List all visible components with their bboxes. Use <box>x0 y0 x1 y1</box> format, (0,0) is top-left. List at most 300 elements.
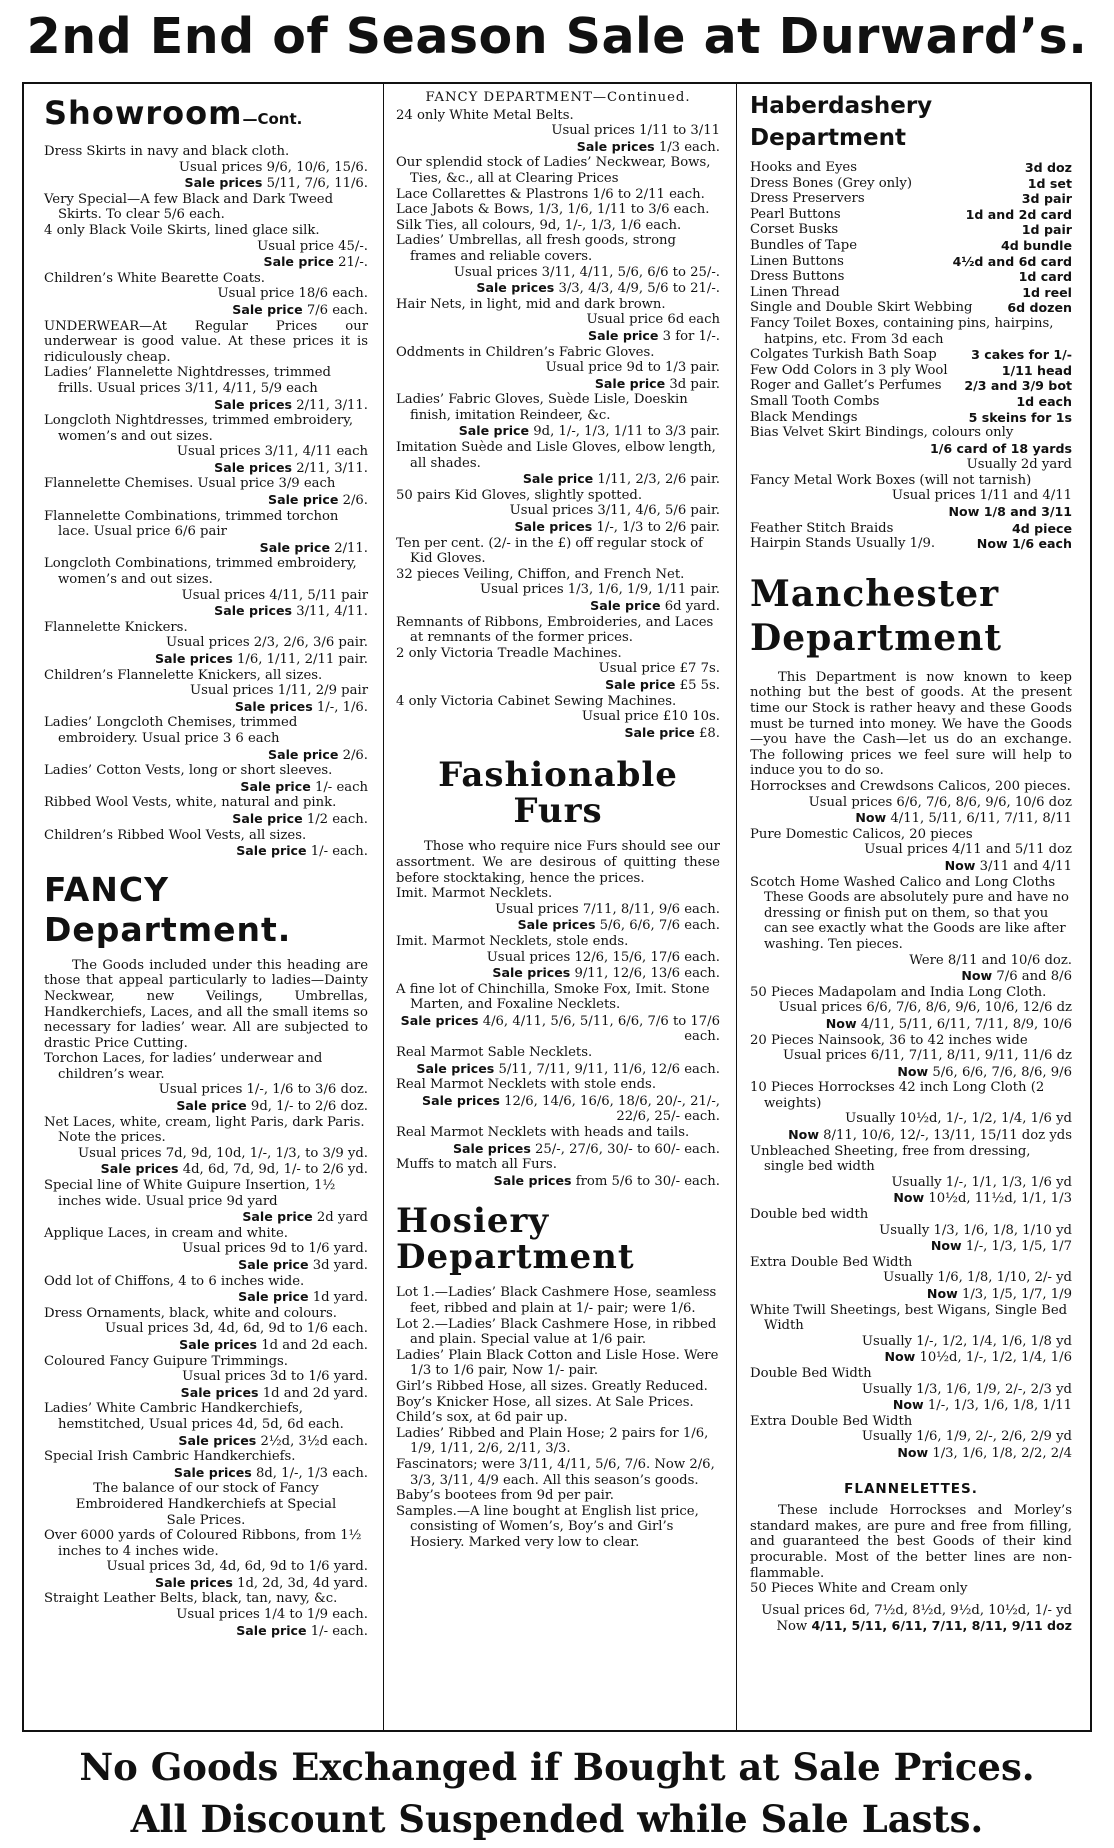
sale-price <box>396 1173 720 1190</box>
item-description: Baby’s bootees from 9d per pair. <box>396 1488 614 1504</box>
price-label: Sale prices <box>452 1140 531 1156</box>
list-item <box>44 1274 368 1306</box>
list-item <box>396 1395 720 1411</box>
list-item <box>396 1317 720 1348</box>
manchester-heading: Manchester Department <box>750 572 1003 659</box>
haberdashery-row <box>750 238 1072 254</box>
item-description: Ladies’ Plain Black Cotton and Lisle Hose. Were 1/3 to 1/6 pair, Now 1/- pair. <box>396 1347 719 1379</box>
price-value: 25/-, 27/6, 30/- to 60/- each. <box>530 1141 720 1157</box>
underwear-note: UNDERWEAR—At Regular Prices our underwear is good value. At these prices it is ridiculously cheap. <box>44 318 368 365</box>
item-description: Special Irish Cambric Handkerchiefs. <box>44 1449 296 1465</box>
haberdashery-row <box>750 222 1072 238</box>
item-description: Fascinators; were 3/11, 4/11, 5/6, 7/6. Now 2/6, 3/3, 3/11, 4/9 each. All this season’s goods. <box>396 1456 715 1488</box>
price-label: Sale price <box>624 724 695 740</box>
price-value: 1d yard. <box>308 1290 368 1306</box>
list-item <box>396 1504 720 1551</box>
price-value: 1/3, 1/6, 1/8, 2/2, 2/4 <box>928 1445 1072 1461</box>
furs-heading: Fashionable Furs <box>438 755 678 832</box>
price-value: 2/6. <box>338 747 368 763</box>
item-description: 32 pieces Veiling, Chiffon, and French Net. <box>396 566 685 582</box>
list-item <box>396 1426 720 1457</box>
list-item <box>44 763 368 795</box>
price-value: 1/-, 1/3, 1/5, 1/7 <box>961 1239 1072 1255</box>
item-name: Roger and Gallet’s Perfumes <box>750 378 942 394</box>
item-name: Black Mendings <box>750 409 858 425</box>
list-item <box>396 1348 720 1379</box>
price-label: Sale price <box>263 254 334 270</box>
list-item <box>396 982 720 1045</box>
item-description: Remnants of Ribbons, Embroideries, and Laces at remnants of the former prices. <box>396 614 714 646</box>
price-label: Now <box>884 1349 916 1365</box>
price-label: Now <box>897 1063 929 1079</box>
fancy-continued-list <box>396 108 720 742</box>
price-value: £5 5s. <box>675 677 720 693</box>
sale-price <box>396 328 720 345</box>
footer-line-2: All Discount Suspended while Sale Lasts. <box>130 1797 984 1841</box>
sale-price <box>396 725 720 742</box>
price-label: Sale prices <box>476 280 555 296</box>
sale-price <box>44 1623 368 1640</box>
sale-price <box>44 540 368 557</box>
price-label: Sale price <box>242 1209 313 1225</box>
usual-price: Usually 1/-, 1/2, 1/4, 1/6, 1/8 yd <box>861 1333 1072 1349</box>
usual-price: Usual prices 1/4 to 1/9 each. <box>176 1607 368 1623</box>
balance-note: The balance of our stock of Fancy Embroidered Handkerchiefs at Special Sale Prices. <box>75 1481 337 1528</box>
item-description: Flannelette Combinations, trimmed torchon lace. Usual price 6/6 pair <box>44 508 339 540</box>
item-price: 1d pair <box>1021 222 1072 238</box>
sale-price <box>750 1064 1072 1081</box>
item-description: Ladies’ Umbrellas, all fresh goods, strong frames and reliable covers. <box>396 233 676 264</box>
price-value: 1/-, 1/3 to 2/6 pair. <box>592 520 720 536</box>
price-label: Sale prices <box>180 1384 259 1400</box>
item-description: Applique Laces, in cream and white. <box>44 1225 288 1241</box>
price-value: 8d, 1/-, 1/3 each. <box>251 1465 368 1481</box>
price-label: Now <box>825 1015 857 1031</box>
haberdashery-row <box>750 521 1072 537</box>
price-value: 3d yard. <box>308 1258 368 1273</box>
item-name: Dress Buttons <box>750 269 845 285</box>
price-value: 4/6, 4/11, 5/6, 5/11, 6/6, 7/6 to 17/6 each. <box>478 1013 720 1045</box>
price-label: Sale prices <box>400 1012 479 1028</box>
usual-price: Were 8/11 and 10/6 doz. <box>909 952 1072 968</box>
sale-price <box>396 519 720 536</box>
list-item <box>396 1379 720 1395</box>
price-value: 9/11, 12/6, 13/6 each. <box>570 966 720 982</box>
sale-price <box>750 1127 1072 1144</box>
price-value: £8. <box>694 725 720 741</box>
usual-price: Usual prices 3d, 4d, 6d, 9d to 1/6 yard. <box>106 1559 368 1575</box>
price-label: Sale price <box>238 1289 309 1305</box>
list-item <box>396 187 720 203</box>
sale-price <box>750 810 1072 827</box>
price-value: 1/11, 2/3, 2/6 pair. <box>593 472 720 488</box>
haberdashery-list-2 <box>750 347 1072 425</box>
sale-price <box>750 1286 1072 1303</box>
item-description: Children’s Ribbed Wool Vests, all sizes. <box>44 827 307 843</box>
price-value: 2/6. <box>338 493 368 509</box>
item-description: Oddments in Children’s Fabric Gloves. <box>396 344 655 360</box>
item-name: Pearl Buttons <box>750 206 841 222</box>
item-price: 3d pair <box>1021 191 1072 207</box>
item-name: Corset Busks <box>750 222 839 238</box>
price-value: 3d pair. <box>665 376 720 392</box>
price-label: Sale prices <box>178 1432 257 1448</box>
item-description: Girl’s Ribbed Hose, all sizes. Greatly Reduced. <box>396 1378 708 1394</box>
haberdashery-row <box>750 378 1072 394</box>
price-value: 1/6, 1/11, 2/11 pair. <box>232 652 368 667</box>
price-label: Sale prices <box>214 459 292 475</box>
list-item <box>44 1051 368 1114</box>
list-item <box>396 886 720 934</box>
hosiery-heading: Hosiery Department <box>396 1201 635 1278</box>
item-price: 1d and 2d card <box>965 206 1072 222</box>
usual-price: Usually 1/-, 1/1, 1/3, 1/6 yd <box>891 1174 1072 1190</box>
list-item <box>44 1306 368 1354</box>
item-description: 24 only White Metal Belts. <box>396 107 574 123</box>
furs-intro: Those who require nice Furs should see our assortment. We are desirous of quitting these before stocktaking, hence the prices. <box>396 839 720 886</box>
item-description: Ladies’ Cotton Vests, long or short sleeves. <box>44 763 333 779</box>
item-price: 6d dozen <box>1007 300 1072 316</box>
price-label: Sale prices <box>422 1092 500 1108</box>
sale-price <box>396 598 720 615</box>
price-value: 8/11, 10/6, 12/-, 13/11, 15/11 doz yds <box>818 1128 1072 1144</box>
list-item <box>750 875 1072 985</box>
price-value: 3/11, 4/11. <box>292 604 368 620</box>
usual-price: Usual prices 1/11, 2/9 pair <box>190 683 368 699</box>
list-item <box>44 509 368 557</box>
list-item <box>44 1528 368 1591</box>
price-value: 21/-. <box>333 255 368 271</box>
list-item <box>396 934 720 982</box>
sale-price <box>44 1289 368 1306</box>
sale-price <box>396 139 720 156</box>
flannelettes-now: Now 4/11, 5/11, 6/11, 7/11, 8/11, 9/11 doz <box>776 1618 1072 1635</box>
usual-price: Usual price 18/6 each. <box>217 286 368 302</box>
item-description: Double Bed Width <box>750 1365 872 1381</box>
price-label: Sale price <box>232 301 303 317</box>
manchester-list <box>750 779 1072 1462</box>
item-name: Single and Double Skirt Webbing <box>750 300 973 316</box>
fancy-continued-heading: FANCY DEPARTMENT—Continued. <box>425 90 691 105</box>
sale-price <box>44 1433 368 1450</box>
sale-price <box>44 1209 368 1226</box>
list-item <box>396 1285 720 1316</box>
list-item <box>44 223 368 271</box>
column-rule-1 <box>383 84 384 1730</box>
sale-price <box>44 460 368 477</box>
usual-price: Usually 10½d, 1/-, 1/2, 1/4, 1/6 yd <box>845 1111 1072 1127</box>
fancy-heading: FANCY Department. <box>44 869 292 949</box>
sale-price <box>396 471 720 488</box>
haberdashery-row <box>750 254 1072 270</box>
list-item <box>396 646 720 694</box>
item-price: 1d set <box>1027 175 1072 191</box>
haberdashery-list <box>750 160 1072 316</box>
list-item <box>44 668 368 716</box>
item-description: Lot 1.—Ladies’ Black Cashmere Hose, seamless feet, ribbed and plain at 1/- pair; were 1/6. <box>396 1285 717 1316</box>
price-value: 5/6, 6/6, 7/6 each. <box>595 918 720 934</box>
list-item <box>396 567 720 615</box>
price-value: 1/3, 1/5, 1/7, 1/9 <box>957 1287 1072 1302</box>
item-description: Ladies’ White Cambric Handkerchiefs, hemstitched, Usual prices 4d, 5d, 6d each. <box>44 1401 344 1432</box>
list-item <box>396 233 720 296</box>
price-label: Now <box>930 1238 962 1254</box>
list-item <box>396 1157 720 1189</box>
price-label: Sale price <box>176 1098 247 1114</box>
list-item: Fancy Toilet Boxes, containing pins, hairpins, hatpins, etc. From 3d each <box>750 315 1054 347</box>
price-value: 1d and 2d yard. <box>258 1385 368 1401</box>
price-value: 12/6, 14/6, 16/6, 18/6, 20/-, 21/-, 22/6, 25/- each. <box>499 1093 720 1125</box>
item-name: Linen Thread <box>750 284 840 300</box>
item-description: Lace Collarettes & Plastrons 1/6 to 2/11 each. <box>396 186 705 202</box>
item-description: Special line of White Guipure Insertion, 1½ inches wide. Usual price 9d yard <box>44 1178 336 1209</box>
price-label: Sale price <box>268 746 339 762</box>
item-price: 2/3 and 3/9 bot <box>964 378 1072 394</box>
list-item <box>396 440 720 488</box>
list-item <box>44 271 368 319</box>
usual-price: Usual prices 3/11, 4/11, 5/6, 6/6 to 25/-. <box>453 264 720 280</box>
item-description: Our splendid stock of Ladies’ Neckwear, Bows, Ties, &c., all at Clearing Prices <box>396 155 711 186</box>
haberdashery-heading: Haberdashery Department <box>750 93 933 151</box>
haberdashery-row <box>750 394 1072 410</box>
sale-price <box>396 280 720 297</box>
sale-price <box>750 1238 1072 1255</box>
item-description: 20 Pieces Nainsook, 36 to 42 inches wide <box>750 1032 1028 1048</box>
usual-price: Usual prices 1/-, 1/6 to 3/6 doz. <box>158 1082 368 1098</box>
haberdashery-row <box>750 536 1072 552</box>
price-label: Sale prices <box>214 603 292 619</box>
price-label: Sale price <box>590 598 661 613</box>
item-description: Unbleached Sheeting, free from dressing, single bed width <box>750 1143 1031 1175</box>
sale-price <box>44 175 368 192</box>
list-item <box>396 1457 720 1488</box>
list-item <box>44 1178 368 1226</box>
list-item <box>44 715 368 763</box>
item-price: 3d doz <box>1024 160 1072 175</box>
haberdashery-row <box>750 207 1072 223</box>
item-name: Linen Buttons <box>750 253 844 269</box>
list-item <box>44 1449 368 1481</box>
sale-price <box>396 917 720 934</box>
hosiery-list <box>396 1285 720 1550</box>
manchester-intro: This Department is now known to keep nothing but the best of goods. At the present time our Stock is rather heavy and these Goods must be turned into money. We have the Goods—you have the Cash—let us do an exchange. The following prices we feel sure will help to induce you to do so. <box>750 669 1072 779</box>
item-price: 4d piece <box>1011 520 1072 536</box>
usual-price: Usual price 9d to 1/3 pair. <box>545 360 720 376</box>
item-description: Extra Double Bed Width <box>750 1254 913 1270</box>
item-description: Real Marmot Necklets with stole ends. <box>396 1077 657 1093</box>
item-name: Bundles of Tape <box>750 237 857 253</box>
item-description: 10 Pieces Horrockses 42 inch Long Cloth (2 weights) <box>750 1080 1045 1111</box>
item-description: Very Special—A few Black and Dark Tweed Skirts. To clear 5/6 each. <box>44 191 334 223</box>
item-description: Ladies’ Flannelette Nightdresses, trimmed frills. Usual prices 3/11, 4/11, 5/9 each <box>44 365 331 396</box>
price-value: 5/11, 7/6, 11/6. <box>262 176 368 192</box>
list-item <box>396 202 720 218</box>
list-item <box>750 1303 1072 1366</box>
usual-price: Usually 1/3, 1/6, 1/8, 1/10 yd <box>879 1222 1072 1238</box>
sale-price <box>396 1093 720 1125</box>
list-item <box>44 620 368 668</box>
list-item <box>750 779 1072 827</box>
column-3 <box>750 90 1072 1635</box>
sale-price <box>44 747 368 764</box>
item-description: Ladies’ Fabric Gloves, Suède Lisle, Doeskin finish, imitation Reindeer, &c. <box>396 392 688 423</box>
item-description: Odd lot of Chiffons, 4 to 6 inches wide. <box>44 1273 305 1289</box>
item-description: Dress Skirts in navy and black cloth. <box>44 144 290 159</box>
price-label: Sale price <box>240 778 311 794</box>
item-description: White Twill Sheetings, best Wigans, Single Bed Width <box>750 1302 1068 1334</box>
item-description: Ladies’ Longcloth Chemises, trimmed embroidery. Usual price 3 6 each <box>44 715 298 746</box>
item-description: A fine lot of Chinchilla, Smoke Fox, Imit. Stone Marten, and Foxaline Necklets. <box>396 981 710 1013</box>
item-price: 1d card <box>1018 269 1072 285</box>
list-item <box>750 1207 1072 1255</box>
usual-price: Usual prices 3d to 1/6 yard. <box>182 1369 368 1385</box>
sale-price <box>750 1397 1072 1414</box>
list-item <box>396 297 720 345</box>
price-value: 2½d, 3½d each. <box>256 1433 368 1449</box>
price-label: Sale prices <box>214 396 292 412</box>
list-item <box>44 556 368 619</box>
item-description: 4 only Victoria Cabinet Sewing Machines. <box>396 693 677 709</box>
list-item <box>44 828 368 860</box>
sale-price <box>44 651 368 668</box>
item-description: Longcloth Nightdresses, trimmed embroidery, women’s and out sizes. <box>44 413 354 444</box>
price-value: 3 for 1/-. <box>658 328 720 344</box>
sale-price <box>396 423 720 440</box>
price-label: Sale price <box>259 539 330 555</box>
list-item <box>396 392 720 440</box>
flannelettes-usual: Usual prices 6d, 7½d, 8½d, 9½d, 10½d, 1/- yd <box>761 1602 1072 1618</box>
price-value: from 5/6 to 30/- each. <box>571 1173 720 1189</box>
item-description: Straight Leather Belts, black, tan, navy, &c. <box>44 1591 338 1607</box>
item-name: Dress Preservers <box>750 191 865 207</box>
price-label: Now <box>892 1397 924 1413</box>
price-label: Now <box>788 1127 819 1143</box>
item-description: Samples.—A line bought at English list price, consisting of Women’s, Boy’s and Girl’s Hosiery. Marked very low to clear. <box>396 1503 699 1550</box>
usual-price: Usual prices 6/6, 7/6, 8/6, 9/6, 10/6, 12/6 dz <box>778 1000 1072 1016</box>
sale-price <box>396 1141 720 1158</box>
item-description: Over 6000 yards of Coloured Ribbons, from 1½ inches to 4 inches wide. <box>44 1528 362 1559</box>
price-value: 7/6 each. <box>302 302 368 318</box>
sale-price <box>44 1161 368 1178</box>
price-label: Sale price <box>238 1257 309 1272</box>
haberdashery-row <box>750 300 1072 316</box>
price-value: 7/6 and 8/6 <box>992 969 1072 985</box>
price-value: 10½d, 11½d, 1/1, 1/3 <box>924 1191 1072 1207</box>
sale-price <box>396 965 720 982</box>
item-price: 3 cakes for 1/- <box>971 347 1072 363</box>
item-description: 4 only Black Voile Skirts, lined glace silk. <box>44 222 320 238</box>
list-item <box>396 1488 720 1504</box>
list-item <box>44 1115 368 1178</box>
haberdashery-row <box>750 176 1072 192</box>
flannelettes-item: 50 Pieces White and Cream only <box>750 1581 968 1597</box>
list-item <box>44 365 368 413</box>
sale-price <box>750 968 1072 985</box>
price-value: 5/6, 6/6, 7/6, 8/6, 9/6 <box>928 1064 1072 1080</box>
price-label: Now <box>893 1190 925 1206</box>
sale-price <box>44 811 368 828</box>
price-label: Now <box>897 1444 929 1460</box>
sale-price <box>44 843 368 860</box>
sale-price <box>44 397 368 414</box>
furs-list <box>396 886 720 1189</box>
usual-price: Usually 1/6, 1/8, 1/10, 2/- yd <box>883 1270 1072 1286</box>
item-description: Lace Jabots & Bows, 1/3, 1/6, 1/11 to 3/6 each. <box>396 202 710 218</box>
item-description: Imit. Marmot Necklets. <box>396 886 553 902</box>
item-price: 4d bundle <box>1001 237 1072 253</box>
haberdashery-row <box>750 410 1072 426</box>
haberdashery-row <box>750 363 1072 379</box>
sale-price <box>44 1385 368 1402</box>
price-label: Sale price <box>605 676 676 692</box>
item-description: Longcloth Combinations, trimmed embroidery, women’s and out sizes. <box>44 556 357 588</box>
item-description: Silk Ties, all colours, 9d, 1/-, 1/3, 1/6 each. <box>396 217 682 233</box>
price-value: 2d yard <box>312 1210 368 1226</box>
price-label: Sale prices <box>173 1464 252 1480</box>
sale-price <box>44 1257 368 1274</box>
haberdashery-row <box>750 285 1072 301</box>
haberdashery-row <box>750 191 1072 207</box>
price-value: 1/3 each. <box>654 139 720 155</box>
sale-price <box>750 1190 1072 1207</box>
column-2 <box>396 90 720 1551</box>
price-value: 2/11. <box>330 540 368 556</box>
sale-price <box>44 603 368 620</box>
price-label: Now <box>855 810 887 826</box>
list-item <box>396 1045 720 1077</box>
sale-price <box>396 1013 720 1045</box>
item-price: Now 1/6 each <box>976 536 1072 552</box>
list-item <box>44 1354 368 1402</box>
price-label: Sale prices <box>234 698 313 714</box>
fancy-list <box>44 1051 368 1481</box>
list-item <box>750 1033 1072 1081</box>
usual-price: Usual prices 12/6, 15/6, 17/6 each. <box>486 949 720 965</box>
price-label: Now <box>961 968 993 984</box>
list-item <box>750 1414 1072 1462</box>
sale-price <box>750 1445 1072 1462</box>
price-value: 9d, 1/- to 2/6 doz. <box>246 1099 368 1115</box>
list-item <box>396 108 720 156</box>
item-description: 50 pairs Kid Gloves, slightly spotted. <box>396 487 643 503</box>
sale-price <box>44 254 368 271</box>
price-label: Sale price <box>232 810 303 826</box>
sale-price <box>750 858 1072 875</box>
list-item <box>396 694 720 742</box>
price-label: Sale prices <box>416 1060 495 1076</box>
item-description: Hair Nets, in light, mid and dark brown. <box>396 296 666 312</box>
price-label: Sale prices <box>576 138 655 154</box>
item-description: 2 only Victoria Treadle Machines. <box>396 645 622 661</box>
haberdashery-row <box>750 347 1072 363</box>
sale-price <box>44 779 368 796</box>
usual-price: Usually 1/3, 1/6, 1/9, 2/-, 2/3 yd <box>861 1381 1072 1397</box>
item-description: Dress Ornaments, black, white and colours. <box>44 1305 337 1321</box>
list-item <box>396 218 720 234</box>
price-label: Sale prices <box>155 1574 233 1590</box>
usual-price: Usual price 45/-. <box>257 238 368 254</box>
price-label: Sale prices <box>184 175 263 191</box>
usual-price: Usual prices 3/11, 4/11 each <box>176 444 368 460</box>
showroom-heading: Showroom—Cont. <box>44 94 303 132</box>
item-description: 50 Pieces Madapolam and India Long Cloth. <box>750 984 1047 1000</box>
usual-price: Usual prices 1/11 to 3/11 <box>551 123 720 139</box>
list-item <box>396 488 720 536</box>
list-item <box>44 1401 368 1449</box>
usual-price: Usual prices 6/6, 7/6, 8/6, 9/6, 10/6 doz <box>808 794 1072 810</box>
item-name: Colgates Turkish Bath Soap <box>750 347 937 363</box>
list-item <box>396 345 720 393</box>
